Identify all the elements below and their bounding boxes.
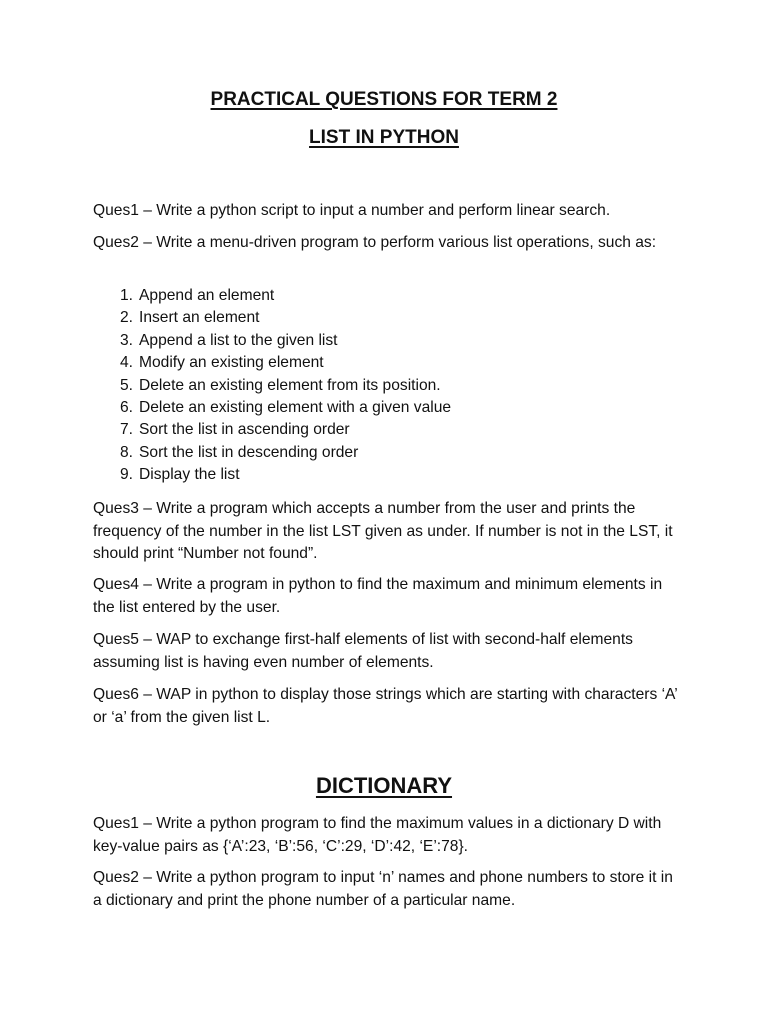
list-operation-number: 3. (119, 331, 133, 349)
list-operation-number: 5. (119, 376, 133, 394)
dictionary-section-heading: DICTIONARY (315, 773, 453, 798)
list-operation-item (93, 464, 653, 486)
list-operation-text: Append an element (139, 287, 275, 304)
dictionary-question-1: Ques1 – Write a python program to find the maximum values in a dictionary D with key-value pairs as {‘A’:23, ‘B’:56, ‘C’:29, ‘D’:42, ‘E’:78}. (93, 815, 662, 855)
list-operation-item (93, 397, 653, 419)
list-operation-text: Append a list to the given list (139, 331, 338, 349)
list-operation-number: 9. (119, 466, 133, 484)
list-operation-text: Sort the list in ascending order (139, 421, 350, 439)
list-operation-text: Delete an existing element with a given value (139, 398, 452, 416)
list-operation-item (93, 307, 653, 329)
list-operation-text: Delete an existing element from its position. (139, 376, 441, 394)
list-operation-number: 4. (119, 354, 133, 372)
list-operation-number: 7. (119, 421, 133, 439)
list-section-heading: LIST IN PYTHON (309, 127, 459, 148)
list-operation-item (93, 442, 653, 464)
list-operation-text: Insert an element (139, 309, 260, 327)
list-operation-number: 1. (119, 287, 133, 304)
list-operation-item (93, 375, 653, 397)
list-operation-item (93, 419, 653, 441)
list-operation-number: 6. (119, 398, 133, 416)
list-operation-item (93, 285, 653, 307)
list-question-6: Ques6 – WAP in python to display those strings which are starting with characters ‘A’ or ‘a’ from the given list L. (93, 686, 678, 726)
document-title: PRACTICAL QUESTIONS FOR TERM 2 (210, 89, 558, 110)
list-question-3: Ques3 – Write a program which accepts a number from the user and prints the frequency of the number in the list LST given as under. If number is not in the LST, it should print “Number not found”. (93, 500, 673, 562)
list-operation-number: 8. (119, 443, 133, 461)
list-operation-text: Modify an existing element (139, 354, 324, 372)
list-question-5: Ques5 – WAP to exchange first-half elements of list with second-half elements assuming list is having even number of elements. (93, 631, 633, 671)
list-operation-text: Sort the list in descending order (139, 443, 359, 461)
list-operation-item (93, 352, 653, 374)
list-operation-number: 2. (119, 309, 133, 327)
list-operation-item (93, 330, 653, 352)
list-question-2: Ques2 – Write a menu-driven program to perform various list operations, such as: (93, 234, 657, 251)
list-question-4: Ques4 – Write a program in python to find the maximum and minimum elements in the list entered by the user. (93, 576, 663, 616)
list-operation-text: Display the list (139, 466, 240, 484)
list-operations-list (93, 285, 653, 487)
list-question-1: Ques1 – Write a python script to input a number and perform linear search. (93, 202, 611, 219)
dictionary-question-2: Ques2 – Write a python program to input ‘n’ names and phone numbers to store it in a dictionary and print the phone number of a particular name. (93, 869, 673, 909)
